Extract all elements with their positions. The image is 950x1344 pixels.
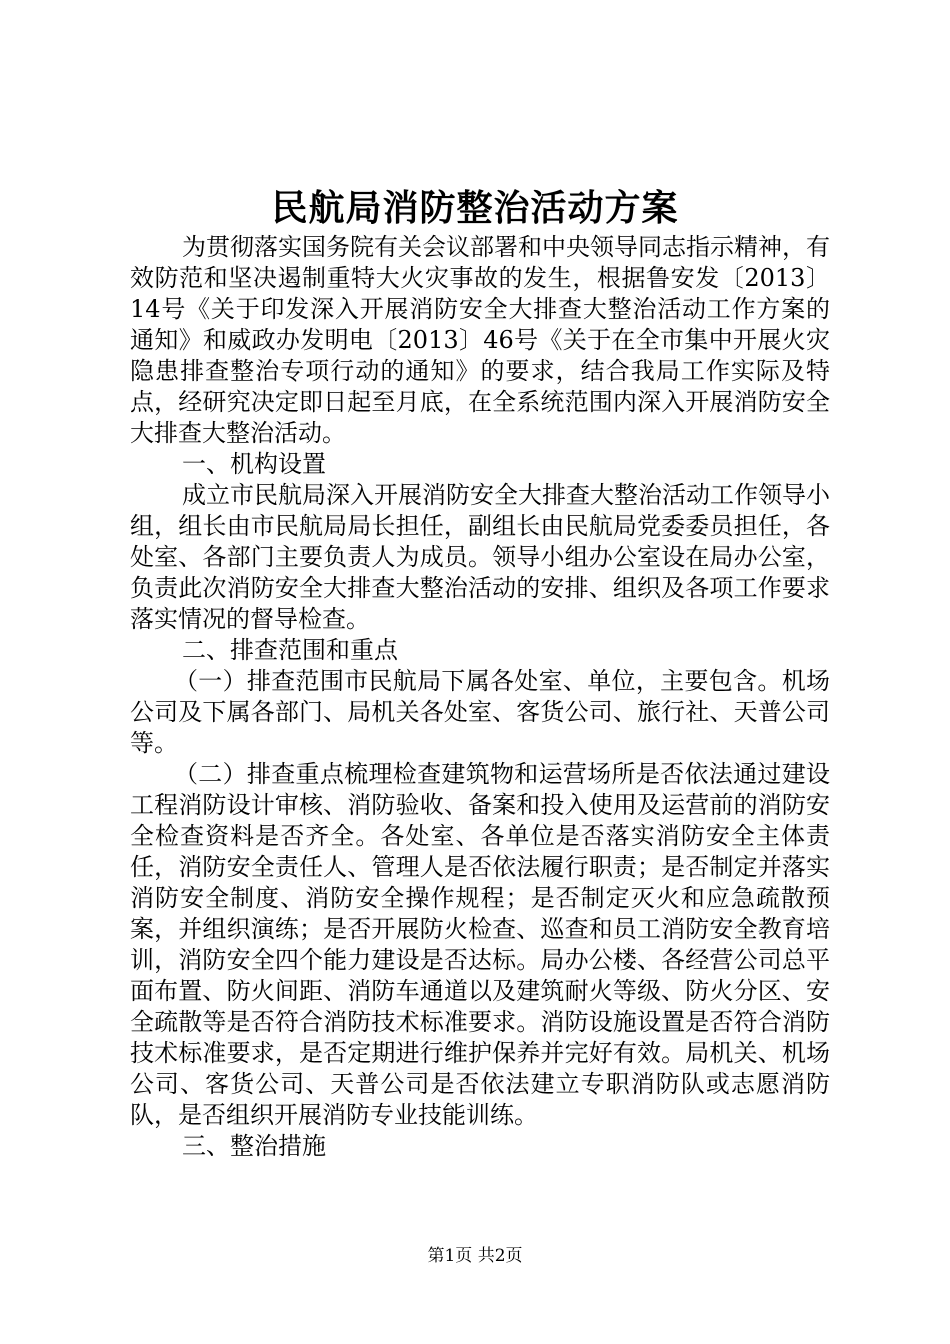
document-body — [130, 232, 830, 1162]
organization-paragraph: 成立市民航局深入开展消防安全大排查大整治活动工作领导小组，组长由市民航局局长担任，副组长由民航局党委委员担任，各处室、各部门主要负责人为成员。领导小组办公室设在局办公室，负责此次消防安全大排查大整治活动的安排、组织及各项工作要求落实情况的督导检查。 — [130, 481, 830, 633]
page-footer: 第1页 共2页 — [427, 1246, 523, 1266]
intro-paragraph: 为贯彻落实国务院有关会议部署和中央领导同志指示精神，有效防范和坚决遏制重特大火灾事故的发生，根据鲁安发〔2013〕14号《关于印发深入开展消防安全大排查大整治活动工作方案的通知》和威政办发明电〔2013〕46号《关于在全市集中开展火灾隐患排查整治专项行动的通知》的要求，结合我局工作实际及特点，经研究决定即日起至月底，在全系统范围内深入开展消防安全大排查大整治活动。 — [130, 233, 830, 447]
document-title: 民航局消防整治活动方案 — [271, 187, 679, 229]
section-heading-scope: 二、排查范围和重点 — [182, 636, 398, 664]
scope-paragraph: （一）排查范围市民航局下属各处室、单位，主要包含。机场公司及下属各部门、局机关各处室、客货公司、旅行社、天普公司等。 — [130, 667, 830, 757]
section-heading-organization: 一、机构设置 — [182, 450, 326, 478]
section-heading-measures: 三、整治措施 — [182, 1132, 326, 1160]
focus-paragraph: （二）排查重点梳理检查建筑物和运营场所是否依法通过建设工程消防设计审核、消防验收、备案和投入使用及运营前的消防安全检查资料是否齐全。各处室、各单位是否落实消防安全主体责任，消防安全责任人、管理人是否依法履行职责；是否制定并落实消防安全制度、消防安全操作规程；是否制定灭火和应急疏散预案，并组织演练；是否开展防火检查、巡查和员工消防安全教育培训，消防安全四个能力建设是否达标。局办公楼、各经营公司总平面布置、防火间距、消防车通道以及建筑耐火等级、防火分区、安全疏散等是否符合消防技术标准要求。消防设施设置是否符合消防技术标准要求，是否定期进行维护保养并完好有效。局机关、机场公司、客货公司、天普公司是否依法建立专职消防队或志愿消防队，是否组织开展消防专业技能训练。 — [130, 760, 830, 1129]
